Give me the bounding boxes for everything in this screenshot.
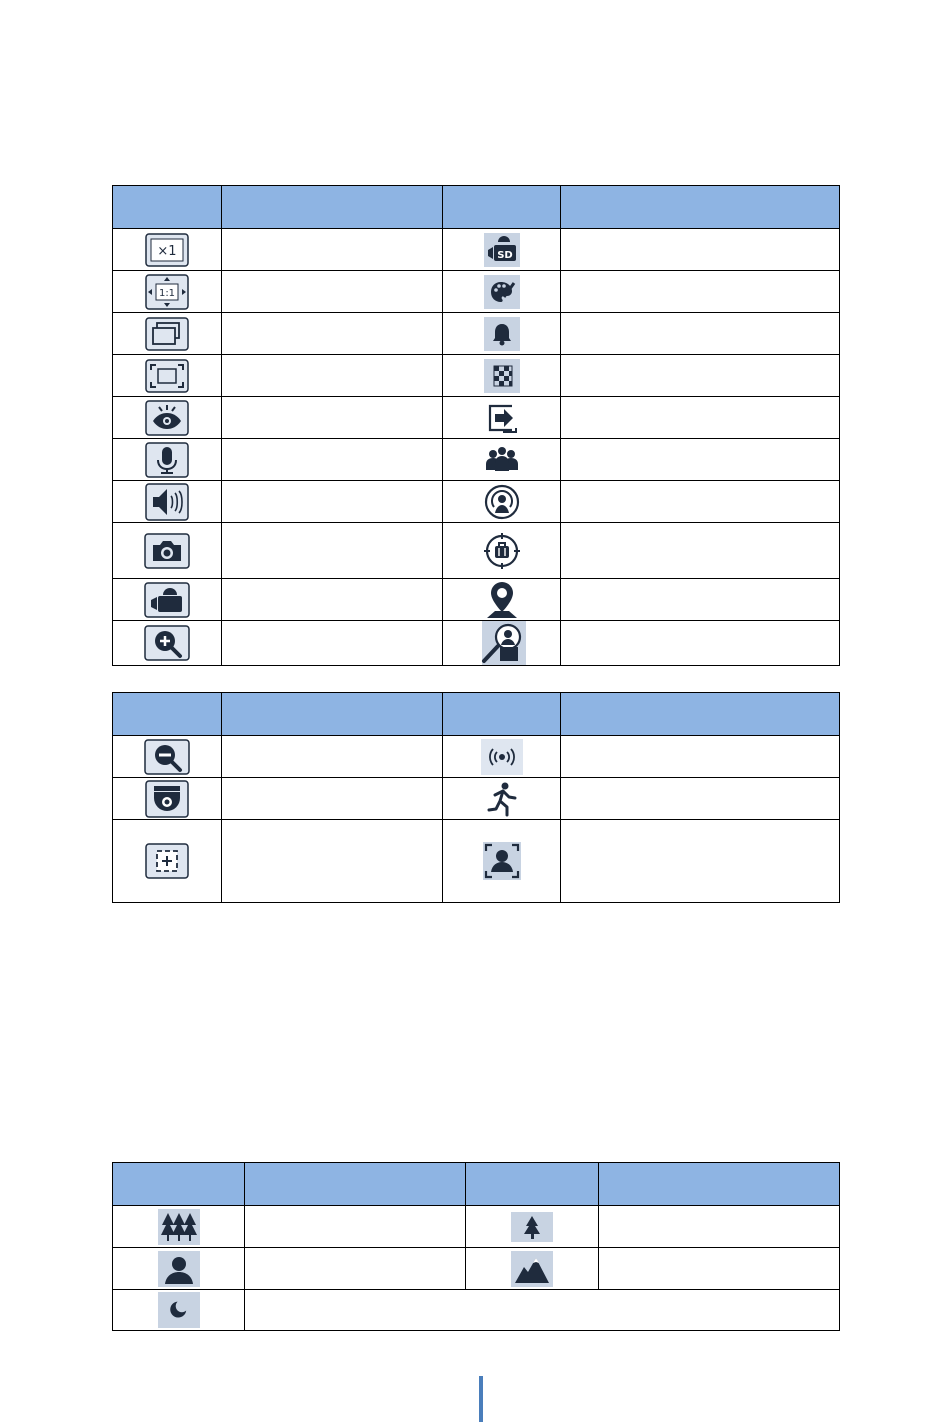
zoom-out-icon: [144, 739, 190, 775]
speaker-icon: [145, 483, 189, 521]
table-row: [113, 1248, 840, 1290]
multi-window-icon: [145, 317, 189, 351]
location-pin-icon: [483, 580, 521, 620]
running-person-icon: [483, 780, 521, 818]
tree-icon: [511, 1212, 553, 1242]
scene-mode-icons-table: [112, 1162, 840, 1331]
exit-icon: [483, 400, 521, 436]
table-row: [113, 1290, 840, 1331]
table-row: [113, 271, 840, 313]
svg-text:1:1: 1:1: [158, 287, 176, 299]
forest-icon: [158, 1209, 200, 1245]
table-header-row: [113, 1163, 840, 1206]
zoom-in-icon: [144, 625, 190, 661]
table-row: [113, 523, 840, 579]
people-group-icon: [483, 443, 521, 477]
camera-snapshot-icon: [144, 533, 190, 569]
table-row: [113, 579, 840, 621]
table-header-row: [113, 693, 840, 736]
eye-icon: [145, 400, 189, 436]
live-view-icons-table-2: [112, 692, 840, 903]
header-icon-col-2: [443, 186, 561, 229]
table-row: [113, 313, 840, 355]
table-row: [113, 439, 840, 481]
original-scale-x1-icon: [145, 233, 189, 267]
one-to-one-scale-icon: [145, 274, 189, 310]
header-desc-col: [222, 693, 443, 736]
table-row: [113, 1206, 840, 1248]
header-desc-col-2: [561, 186, 840, 229]
focus-plus-icon: [145, 843, 189, 879]
table-row: [113, 481, 840, 523]
sd-card-record-icon: [484, 233, 520, 267]
table-row: [113, 778, 840, 820]
table-row: [113, 229, 840, 271]
header-desc-col-2: [599, 1163, 840, 1206]
palette-icon: [484, 275, 520, 309]
face-frame-icon: [483, 842, 521, 880]
luggage-target-icon: [483, 532, 521, 570]
header-icon-col-2: [466, 1163, 599, 1206]
header-icon-col: [113, 1163, 245, 1206]
microphone-icon: [145, 442, 189, 478]
table-row: [113, 621, 840, 666]
portrait-icon: [158, 1251, 200, 1287]
wireless-signal-icon: [481, 739, 523, 775]
table-row: [113, 397, 840, 439]
svg-text:SD: SD: [496, 249, 513, 261]
table-row: [113, 355, 840, 397]
dome-camera-icon: [145, 780, 189, 818]
alarm-bell-icon: [484, 317, 520, 351]
person-search-icon: [478, 621, 526, 665]
header-desc-col: [222, 186, 443, 229]
header-icon-col-2: [443, 693, 561, 736]
night-mode-icon: [158, 1292, 200, 1328]
header-icon-col: [113, 186, 222, 229]
table-row: [113, 820, 840, 903]
svg-text:×1: ×1: [157, 243, 177, 259]
live-view-icons-table-1: [112, 185, 840, 666]
table-row: [113, 736, 840, 778]
person-broadcast-icon: [483, 483, 521, 521]
table-header-row: [113, 186, 840, 229]
mosaic-icon: [484, 359, 520, 393]
fullscreen-icon: [145, 359, 189, 393]
page-marker: [479, 1376, 483, 1422]
header-icon-col: [113, 693, 222, 736]
video-record-icon: [144, 582, 190, 618]
mountain-icon: [511, 1251, 553, 1287]
header-desc-col: [245, 1163, 466, 1206]
header-desc-col-2: [561, 693, 840, 736]
